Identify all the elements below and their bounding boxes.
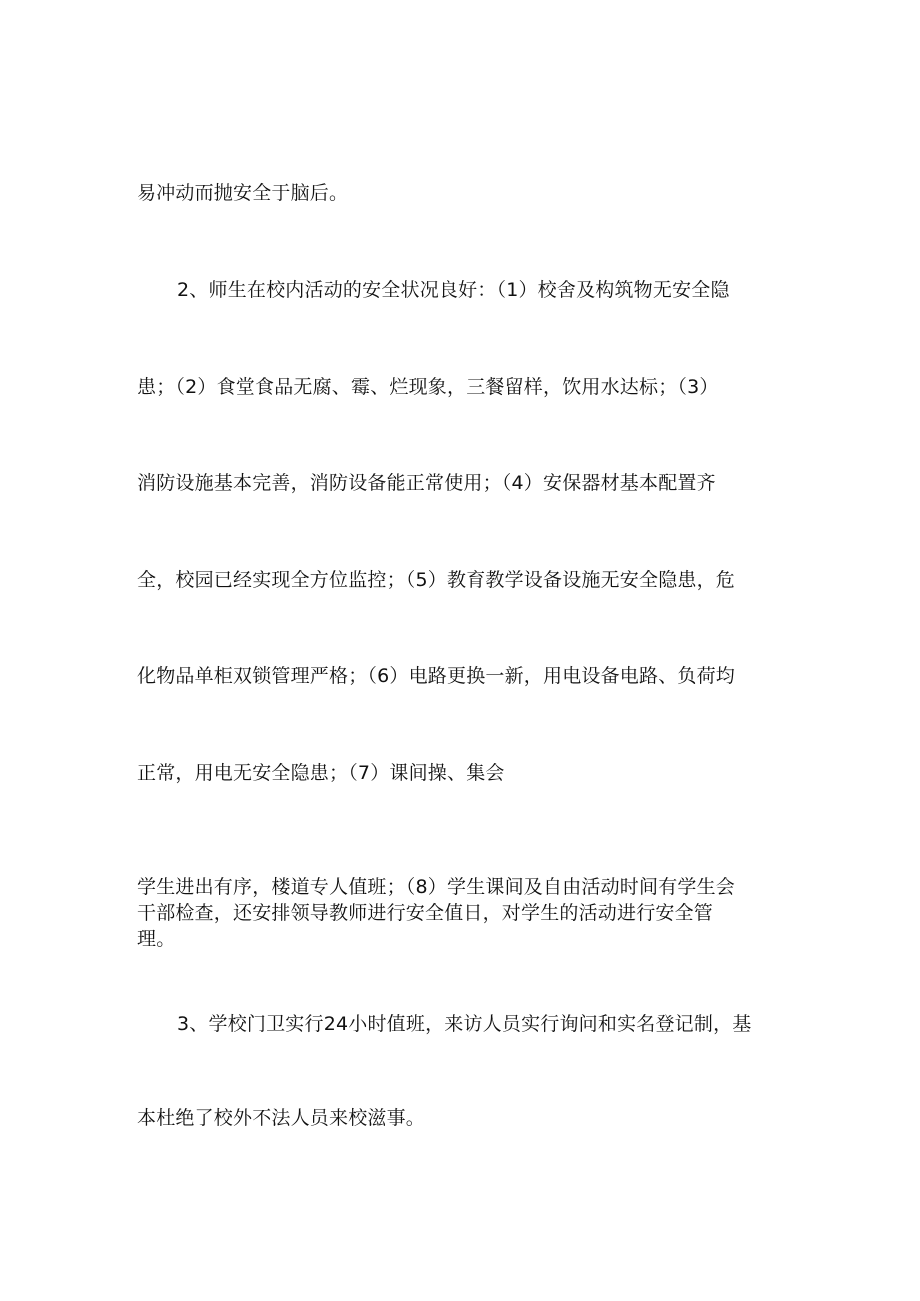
text-line: 正常，用电无安全隐患；（7）课间操、集会 xyxy=(137,762,505,784)
text-line: 易冲动而抛安全于脑后。 xyxy=(137,182,349,204)
text-line: 学生进出有序，楼道专人值班；（8）学生课间及自由活动时间有学生会 xyxy=(137,876,735,898)
text-line: 患；（2）食堂食品无腐、霉、烂现象，三餐留样，饮用水达标；（3） xyxy=(137,376,719,398)
text-line: 理。 xyxy=(137,928,176,950)
text-line: 全，校园已经实现全方位监控；（5）教育教学设备设施无安全隐患，危 xyxy=(137,569,735,591)
text-line: 化物品单柜双锁管理严格；（6）电路更换一新，用电设备电路、负荷均 xyxy=(137,665,735,687)
paragraph-start-line: 3、学校门卫实行24小时值班，来访人员实行询问和实名登记制，基 xyxy=(177,1013,752,1035)
text-line: 消防设施基本完善，消防设备能正常使用；（4）安保器材基本配置齐 xyxy=(137,472,716,494)
text-line: 干部检查，还安排领导教师进行安全值日，对学生的活动进行安全管 xyxy=(137,902,714,924)
text-line: 本杜绝了校外不法人员来校滋事。 xyxy=(137,1107,426,1129)
paragraph-start-line: 2、师生在校内活动的安全状况良好：（1）校舍及构筑物无安全隐 xyxy=(177,279,730,301)
